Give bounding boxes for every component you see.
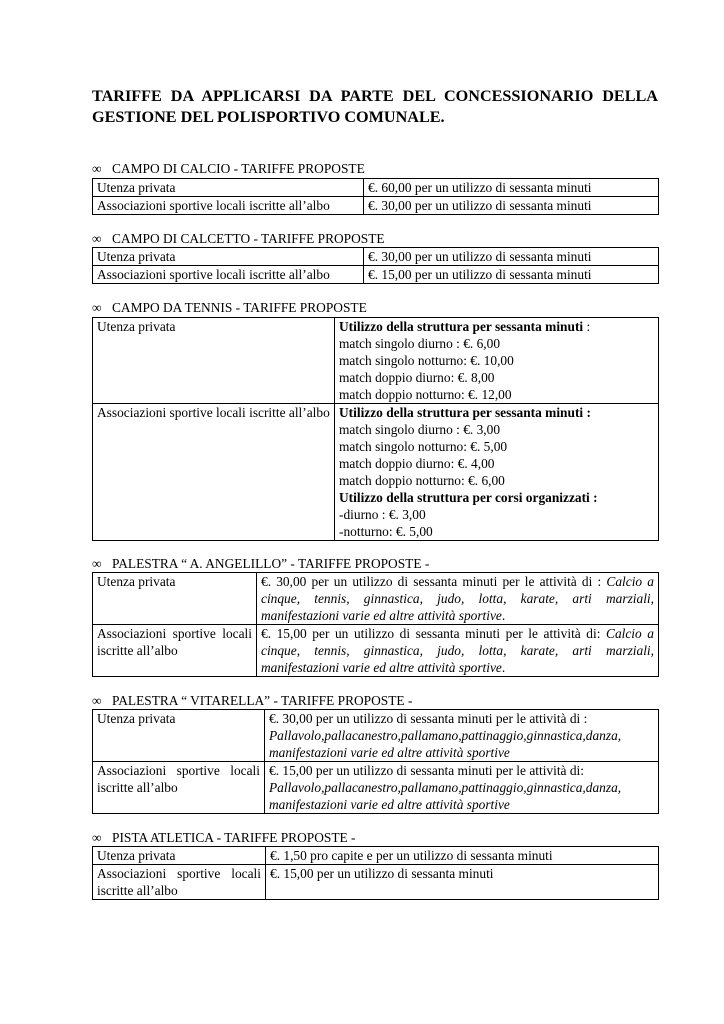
table-row: [93, 762, 659, 814]
row-value: €. 30,00 per un utilizzo di sessanta minuti: [364, 197, 659, 215]
tariff-line: match doppio notturno: €. 12,00: [339, 387, 512, 402]
row-value: €. 1,50 pro capite e per un utilizzo di sessanta minuti: [266, 847, 659, 865]
row-label: Associazioni sportive locali iscritte all’albo: [93, 625, 257, 677]
section-heading-calcio: [92, 160, 365, 177]
heading-text: CAMPO DI CALCETTO - TARIFFE PROPOSTE: [112, 231, 385, 246]
section-heading-calcetto: [92, 230, 385, 247]
infinity-bullet-icon: ∞: [92, 830, 102, 845]
table-row: [93, 573, 659, 625]
row-value: €. 15,00 per un utilizzo di sessanta minuti: [364, 266, 659, 284]
page-title: TARIFFE DA APPLICARSI DA PARTE DEL CONCESSIONARIO DELLA GESTIONE DEL POLISPORTIVO COMUNALE.: [92, 87, 658, 126]
row-label: Utenza privata: [93, 318, 335, 404]
row-value: €. 15,00 per un utilizzo di sessanta minuti per le attività di: Calcio a cinque, tennis, ginnastica, judo, lotta, karate, arti marziali, manifestazioni varie ed altre attività sportive.: [257, 625, 659, 677]
table-row: [93, 318, 659, 404]
table-row: [93, 710, 659, 762]
infinity-bullet-icon: ∞: [92, 693, 102, 708]
activities-list: Pallavolo,pallacanestro,pallamano,pattinaggio,ginnastica,danza, manifestazioni varie ed altre attività sportive: [269, 728, 622, 760]
infinity-bullet-icon: ∞: [92, 556, 102, 571]
row-value: €. 30,00 per un utilizzo di sessanta minuti per le attività di : Pallavolo,pallacanestro,pallamano,pattinaggio,ginnastica,danza, manifestazioni varie ed altre attività sportive: [265, 710, 659, 762]
row-label: Utenza privata: [93, 573, 257, 625]
table-row: [93, 266, 659, 284]
row-value: €. 60,00 per un utilizzo di sessanta minuti: [364, 179, 659, 197]
section-heading-tennis: [92, 299, 367, 316]
row-value: [335, 404, 659, 541]
heading-text: CAMPO DI CALCIO - TARIFFE PROPOSTE: [112, 161, 365, 176]
table-row: [93, 847, 659, 865]
section-heading-vitarella: [92, 692, 412, 709]
tennis-courses-head: Utilizzo della struttura per corsi organizzati :: [339, 490, 598, 505]
row-label: Utenza privata: [93, 847, 266, 865]
table-vitarella: [92, 709, 659, 814]
table-row: [93, 248, 659, 266]
row-value: €. 30,00 per un utilizzo di sessanta minuti per le attività di : Calcio a cinque, tennis, ginnastica, judo, lotta, karate, arti marziali, manifestazioni varie ed altre attività sportive.: [257, 573, 659, 625]
row-value: €. 15,00 per un utilizzo di sessanta minuti: [266, 865, 659, 900]
row-label: Utenza privata: [93, 179, 364, 197]
table-row: [93, 404, 659, 541]
tariff-line: match singolo diurno : €. 6,00: [339, 336, 501, 351]
row-label: Associazioni sportive locali iscritte all’albo: [93, 762, 265, 814]
tennis-private-head: Utilizzo della struttura per sessanta minuti: [339, 319, 584, 334]
table-calcetto: [92, 247, 659, 284]
table-calcio: [92, 178, 659, 215]
heading-text: PALESTRA “ A. ANGELILLO” - TARIFFE PROPOSTE -: [112, 556, 430, 571]
tariff-line: match doppio notturno: €. 6,00: [339, 473, 505, 488]
tariff-line: match doppio diurno: €. 8,00: [339, 370, 495, 385]
tariff-line: match singolo notturno: €. 10,00: [339, 353, 514, 368]
activities-list: Pallavolo,pallacanestro,pallamano,pattinaggio,ginnastica,danza, manifestazioni varie ed altre attività sportive: [269, 780, 622, 812]
row-label: Utenza privata: [93, 248, 364, 266]
table-row: [93, 865, 659, 900]
row-label: Associazioni sportive locali iscritte all’albo: [93, 865, 266, 900]
heading-text: PISTA ATLETICA - TARIFFE PROPOSTE -: [112, 830, 356, 845]
table-row: [93, 625, 659, 677]
tariff-line: match singolo notturno: €. 5,00: [339, 439, 508, 454]
table-angelillo: [92, 572, 659, 677]
row-label: Associazioni sportive locali iscritte all’albo: [93, 404, 335, 541]
heading-text: CAMPO DA TENNIS - TARIFFE PROPOSTE: [112, 300, 367, 315]
row-label: Associazioni sportive locali iscritte all’albo: [93, 197, 364, 215]
heading-text: PALESTRA “ VITARELLA” - TARIFFE PROPOSTE -: [112, 693, 413, 708]
section-heading-angelillo: [92, 555, 429, 572]
table-pista: [92, 846, 659, 900]
table-row: [93, 179, 659, 197]
infinity-bullet-icon: ∞: [92, 161, 102, 176]
section-heading-pista: [92, 829, 356, 846]
row-value: Utilizzo della struttura per sessanta minuti : match singolo diurno : €. 6,00 match singolo notturno: €. 10,00 match doppio diurno: €. 8,00 match doppio notturno: €. 12,00: [335, 318, 659, 404]
row-value: €. 15,00 per un utilizzo di sessanta minuti per le attività di: Pallavolo,pallacanestro,pallamano,pattinaggio,ginnastica,danza, manifestazioni varie ed altre attività sportive: [265, 762, 659, 814]
tennis-assoc-head: Utilizzo della struttura per sessanta minuti :: [339, 405, 591, 420]
activities-list: Calcio a cinque, tennis, ginnastica, judo, lotta, karate, arti marziali, manifestazioni varie ed altre attività sportive: [261, 626, 654, 675]
activities-list: Calcio a cinque, tennis, ginnastica, judo, lotta, karate, arti marziali, manifestazioni varie ed altre attività sportive: [261, 574, 654, 623]
tariff-line: match singolo diurno : €. 3,00: [339, 422, 501, 437]
tariff-line: -notturno: €. 5,00: [339, 524, 433, 539]
tariff-line: match doppio diurno: €. 4,00: [339, 456, 495, 471]
table-row: [93, 197, 659, 215]
infinity-bullet-icon: ∞: [92, 300, 102, 315]
tariff-line: -diurno : €. 3,00: [339, 507, 426, 522]
infinity-bullet-icon: ∞: [92, 231, 102, 246]
row-label: Associazioni sportive locali iscritte all’albo: [93, 266, 364, 284]
table-tennis: [92, 317, 659, 541]
row-label: Utenza privata: [93, 710, 265, 762]
row-value: €. 30,00 per un utilizzo di sessanta minuti: [364, 248, 659, 266]
